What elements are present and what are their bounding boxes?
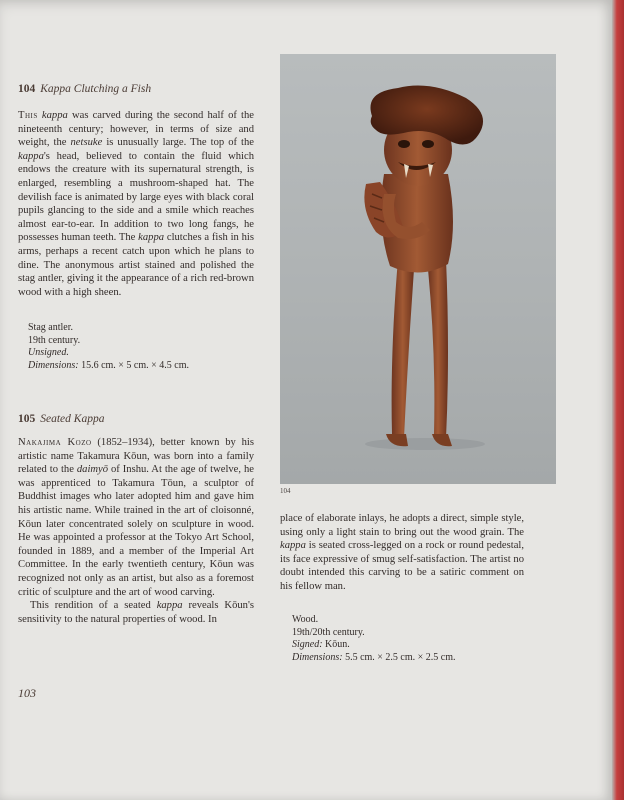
entry-105-title [18, 413, 104, 425]
kappa-carving-image [280, 54, 556, 484]
entry-105-signature [292, 639, 522, 652]
left-eye [398, 140, 410, 148]
dimensions-label: Dimensions: [28, 359, 79, 371]
binding-edge [612, 0, 624, 800]
text-run: of Inshu. At the age of twelve, he was apprenticed to Takamura Tōun, a sculptor of Buddhist images who later adopted him and gave him his artistic name. While trained in the art of cloisonné, Kōun later concentrated solely on sculpture in wood. He was appointed a professor at the Tokyo Art School, founded in 1889, and a member of the Imperial Art Committee. In the early twentieth century, Kōun was recognized not only as an artist, but also as a foremost critic of sculpture and the art of wood carving. [18, 464, 254, 598]
entry-105-paragraph-2 [18, 599, 254, 626]
text-run: kappa [138, 232, 165, 244]
entry-104-title [18, 83, 151, 95]
text-run: clutches a fish in his arms, perhaps a recent catch upon which he plans to dine. The anonymous artist stained and polished the stag antler, giving it the appearance of a rich red-brown wood with a high sheen. [18, 232, 254, 298]
text-run: netsuke [70, 137, 103, 149]
text-run: reveals Kōun's sensitivity to the natural properties of wood. In [18, 600, 254, 625]
entry-104-number: 104 [18, 83, 36, 95]
entry-104-dimensions [28, 360, 248, 373]
right-eye [422, 140, 434, 148]
entry-105-metadata [292, 614, 522, 664]
entry-105-name: Seated Kappa [40, 413, 105, 425]
entry-104-material: Stag antler. [28, 322, 73, 333]
entry-105-text-left [18, 436, 254, 626]
entry-104-metadata [28, 322, 248, 372]
entry-105-number: 105 [18, 413, 36, 425]
entry-105-paragraph-1 [18, 436, 254, 599]
entry-105-lead: Nakajima Kozo [18, 437, 92, 448]
dimensions-label: Dimensions: [292, 651, 343, 663]
text-run: place of elaborate inlays, he adopts a direct, simple style, using only a light stain to bring out the wood grain. The [280, 513, 524, 538]
entry-104-signature: Unsigned. [28, 347, 69, 358]
entry-104-text [18, 109, 254, 299]
text-run: is seated cross-legged on a rock or round pedestal, its face expressive of smug self-satisfaction. The artist no doubt intended this carving to be a satiric comment on his fellow man. [280, 540, 524, 592]
entry-105-date: 19th/20th century. [292, 626, 365, 638]
text-run: This rendition of a seated [30, 600, 157, 612]
text-run: (1852–1934), better known by his artistic name Takamura Kōun, was born into a family related to the [18, 437, 254, 476]
text-run: is unusually large. The top of the [102, 137, 254, 149]
entry-105-text-right [280, 512, 524, 594]
text-run: kappa [18, 150, 44, 162]
shadow [365, 438, 485, 450]
figure-caption: 104 [280, 487, 291, 495]
entry-104-paragraph [18, 109, 254, 299]
right-leg [428, 259, 448, 438]
text-run: was carved during the second half of the nineteenth century; however, in terms of size and weight, the [18, 110, 254, 149]
entry-104-name: Kappa Clutching a Fish [40, 83, 152, 95]
text-run: daimyō [76, 464, 109, 476]
dimensions-value: 5.5 cm. × 2.5 cm. × 2.5 cm. [342, 651, 456, 663]
entry-105-dimensions [292, 652, 522, 665]
entry-105-paragraph-2-cont [280, 512, 524, 594]
text-run: kappa [41, 110, 68, 121]
text-run: 's head, believed to contain the fluid which endows the creature with its supernatural strength, is enlarged, resembling a mushroom-shaped hat. The devilish face is animated by large eyes with black coral pupils glancing to the side and a smile which reaches almost ear-to-ear. In addition to two long fangs, he possesses human teeth. The [18, 150, 254, 244]
entry-104-lead: This [18, 110, 38, 121]
netsuke-photograph [280, 54, 556, 484]
signature-label: Signed: [292, 639, 323, 650]
text-run: kappa [280, 540, 306, 552]
text-run: kappa [156, 600, 183, 612]
entry-105-material: Wood. [292, 614, 319, 625]
dimensions-value: 15.6 cm. × 5 cm. × 4.5 cm. [78, 359, 189, 371]
page-number: 103 [18, 686, 36, 700]
entry-104-date: 19th century. [28, 334, 81, 346]
signature-value: Kōun. [322, 639, 350, 650]
left-leg [392, 259, 414, 438]
